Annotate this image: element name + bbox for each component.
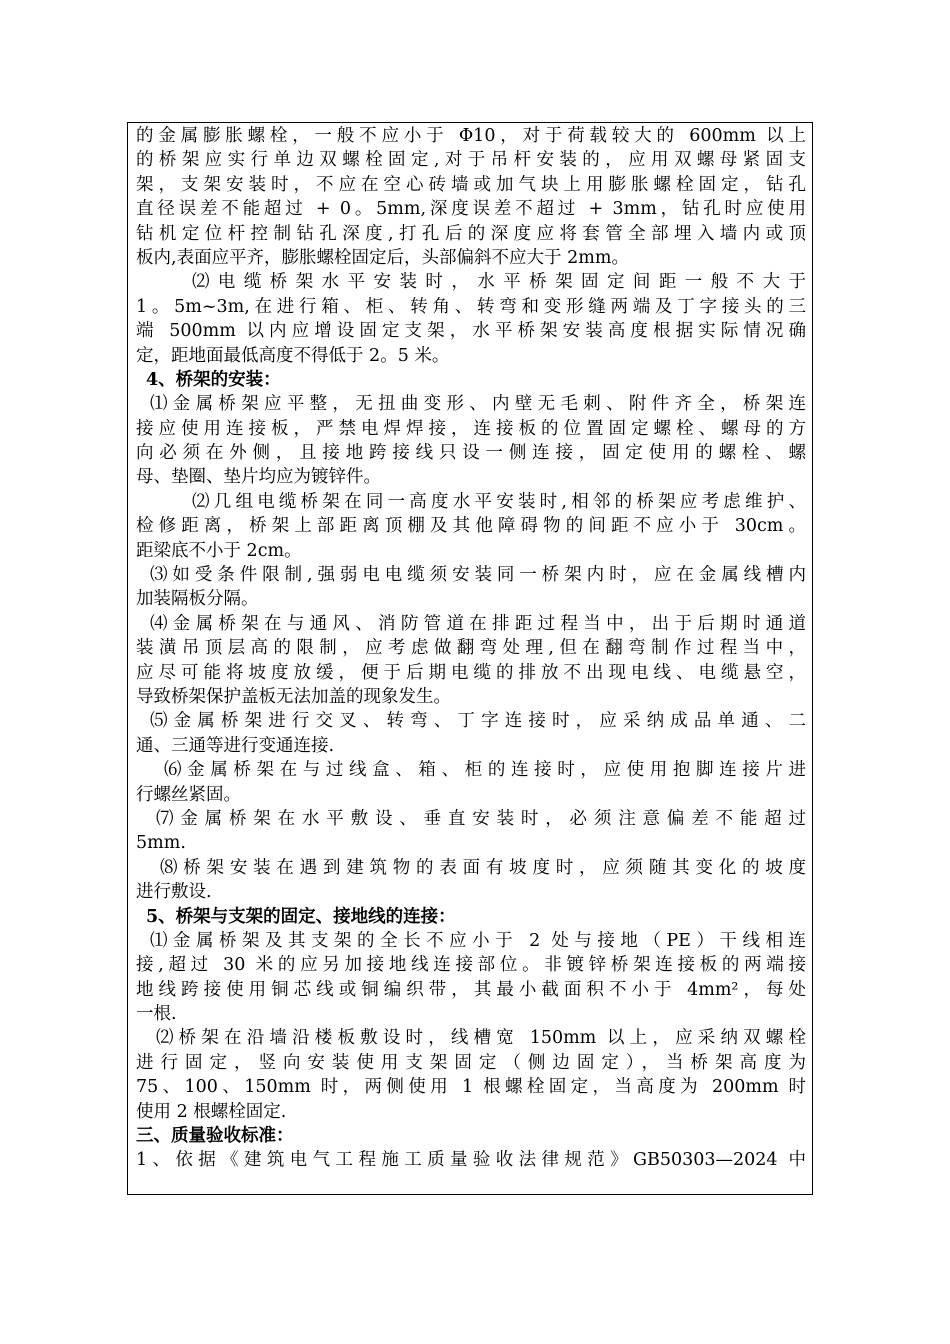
text-line: 架，支架安装时，不应在空心砖墙或加气块上用膨胀螺栓固定，钻孔 xyxy=(136,174,806,195)
text-line: 使用 2 根螺栓固定. xyxy=(136,1101,287,1122)
text-line: 行螺丝紧固。 xyxy=(136,784,241,805)
text-line: 定，距地面最低高度不得低于 2。5 米。 xyxy=(136,345,450,366)
text-line: 导致桥架保护盖板无法加盖的现象发生。 xyxy=(136,686,451,707)
text-line: ⑻桥架安装在遇到建筑物的表面有坡度时，应须随其变化的坡度 xyxy=(160,857,806,878)
text-line: 进行固定，竖向安装使用支架固定（侧边固定），当桥架高度为 xyxy=(136,1052,806,1073)
text-line: 钻机定位杆控制钻孔深度,打孔后的深度应将套管全部埋入墙内或顶 xyxy=(136,223,806,244)
text-line: 装潢吊顶层高的限制，应考虑做翻弯处理,但在翻弯制作过程当中， xyxy=(136,638,806,659)
text-line: 母、垫圈、垫片均应为镀锌件。 xyxy=(136,467,381,488)
text-line: ⑵几组电缆桥架在同一高度水平安装时,相邻的桥架应考虑维护、 xyxy=(192,491,806,512)
text-line: 1。5m~3m,在进行箱、柜、转角、转弯和变形缝两端及丁字接头的三 xyxy=(136,296,806,317)
text-line: 进行敷设. xyxy=(136,882,212,903)
text-line: 距梁底不小于 2cm。 xyxy=(136,540,302,561)
section-heading: 4、桥架的安装： xyxy=(146,369,281,390)
text-line: 板内,表面应平齐，膨胀螺栓固定后，头部偏斜不应大于 2mm。 xyxy=(136,247,629,268)
text-line: 接,超过 30 米的应另加接地线连接部位。非镀锌桥架连接板的两端接 xyxy=(136,955,806,976)
text-line: 75、100、150mm 时，两侧使用 1 根螺栓固定，当高度为 200mm 时 xyxy=(136,1077,806,1098)
text-line: ⑹金属桥架在与过线盒、箱、柜的连接时，应使用抱脚连接片进 xyxy=(164,760,806,781)
document-body xyxy=(136,124,806,1173)
section-heading: 5、桥架与支架的固定、接地线的连接： xyxy=(146,906,456,927)
text-line: ⑴金属桥架应平整，无扭曲变形、内壁无毛刺、附件齐全，桥架连 xyxy=(150,394,806,415)
text-line: 地线跨接使用铜芯线或铜编织带，其最小截面积不小于 4mm²，每处 xyxy=(136,979,806,1000)
text-line: 的桥架应实行单边双螺栓固定,对于吊杆安装的，应用双螺母紧固支 xyxy=(136,150,806,171)
text-line: ⑵电缆桥架水平安装时，水平桥架固定间距一般不大于 xyxy=(192,272,806,293)
text-line: 接应使用连接板，严禁电焊焊接，连接板的位置固定螺栓、螺母的方 xyxy=(136,418,806,439)
text-line: ⑴金属桥架及其支架的全长不应小于 2 处与接地（PE）干线相连 xyxy=(150,930,806,951)
text-line: ⑺金属桥架在水平敷设、垂直安装时，必须注意偏差不能超过 xyxy=(156,808,806,829)
text-line: ⑵桥架在沿墙沿楼板敷设时，线槽宽 150mm 以上，应采纳双螺栓 xyxy=(156,1028,806,1049)
text-line: 通、三通等进行变通连接. xyxy=(136,735,335,756)
text-line: 向必须在外侧，且接地跨接线只设一侧连接，固定使用的螺栓、螺 xyxy=(136,443,806,464)
section-heading: 三、质量验收标准： xyxy=(136,1126,294,1147)
text-line: 端 500mm 以内应增设固定支架，水平桥架安装高度根据实际情况确 xyxy=(136,321,806,342)
text-line: ⑷金属桥架在与通风、消防管道在排距过程当中，出于后期时通道 xyxy=(150,613,806,634)
text-line: 的金属膨胀螺栓，一般不应小于 Φ10，对于荷载较大的 600mm 以上 xyxy=(136,126,806,146)
text-line: 应尽可能将坡度放缓，便于后期电缆的排放不出现电线、电缆悬空， xyxy=(136,662,806,683)
text-line: ⑸金属桥架进行交叉、转弯、丁字连接时，应采纳成品单通、二 xyxy=(150,711,806,732)
text-line: ⑶如受条件限制,强弱电电缆须安装同一桥架内时，应在金属线槽内 xyxy=(150,565,806,586)
text-line: 加装隔板分隔。 xyxy=(136,589,259,610)
text-line: 直径误差不能超过 + 0。5mm,深度误差不超过 + 3mm，钻孔时应使用 xyxy=(136,199,806,220)
text-line: 一根. xyxy=(136,1004,177,1025)
text-line: 检修距离，桥架上部距离顶棚及其他障碍物的间距不应小于 30cm。 xyxy=(136,516,806,537)
text-line: 1、依据《建筑电气工程施工质量验收法律规范》GB50303—2024 中 xyxy=(136,1150,806,1171)
text-line: 5mm. xyxy=(136,833,186,854)
